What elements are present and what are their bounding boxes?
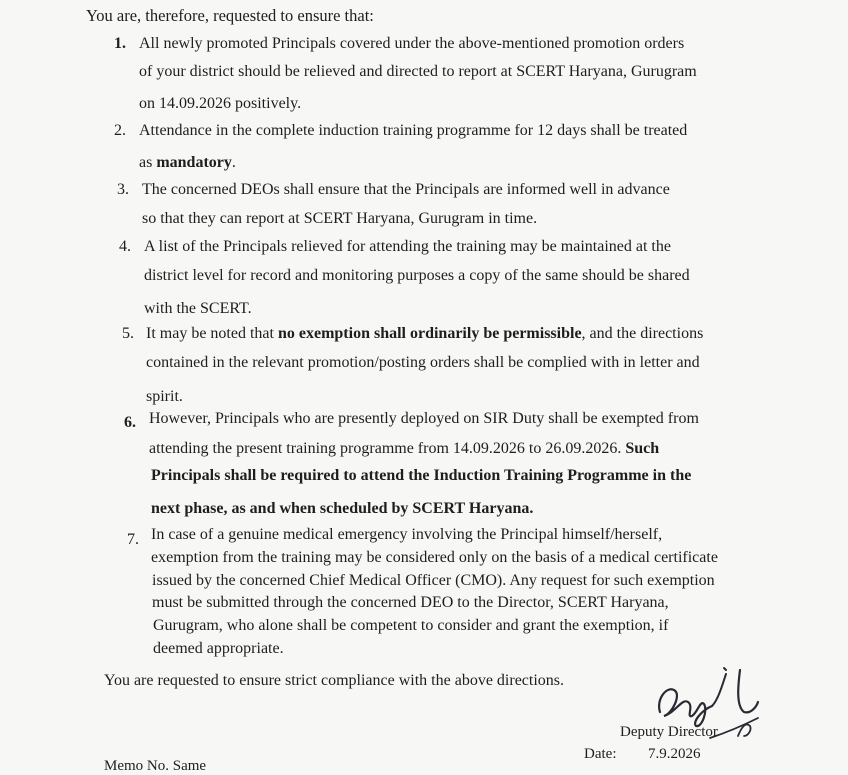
item-7-line-4: must be submitted through the concerned DEO to the Director, SCERT Haryana,	[152, 594, 669, 611]
item-4-line-2: district level for record and monitoring purposes a copy of the same should be shared	[144, 267, 690, 284]
item-number-2: 2.	[114, 122, 126, 139]
item-2-line-2	[139, 154, 236, 172]
item-4-line-3: with the SCERT.	[144, 300, 252, 317]
item-5-tail: , and the directions	[581, 325, 704, 342]
item-2-mandatory: mandatory	[156, 154, 232, 171]
item-6-line-4: next phase, as and when scheduled by SCERT Haryana.	[151, 500, 534, 517]
item-7-line-5: Gurugram, who alone shall be competent to consider and grant the exemption, if	[153, 617, 669, 634]
item-6-such: Such	[625, 440, 660, 457]
item-1-line-2: of your district should be relieved and directed to report at SCERT Haryana, Gurugram	[139, 63, 697, 80]
intro-text: You are, therefore, requested to ensure that:	[86, 6, 374, 25]
item-1-line-1: All newly promoted Principals covered under the above-mentioned promotion orders	[139, 35, 685, 52]
item-number-6: 6.	[124, 414, 136, 431]
item-number-3: 3.	[117, 181, 129, 198]
item-number-4: 4.	[119, 238, 131, 255]
item-number-7: 7.	[127, 531, 139, 548]
item-6-dates: attending the present training programme from 14.09.2026 to 26.09.2026.	[149, 440, 622, 457]
memo-number: Memo No. Same	[104, 758, 207, 774]
item-3-line-1: The concerned DEOs shall ensure that the Principals are informed well in advance	[142, 181, 670, 198]
item-5-line-3: spirit.	[146, 388, 183, 405]
item-5-bold: no exemption shall ordinarily be permissible	[277, 325, 582, 342]
closing-text: You are requested to ensure strict compliance with the above directions.	[104, 672, 565, 689]
item-6-line-1: However, Principals who are presently deployed on SIR Duty shall be exempted from	[149, 410, 699, 427]
item-7-line-1: In case of a genuine medical emergency involving the Principal himself/herself,	[151, 526, 663, 543]
item-5-line-1	[146, 325, 703, 343]
date-label: Date:	[584, 746, 617, 762]
item-7-line-6: deemed appropriate.	[153, 640, 284, 657]
item-7-line-2: exemption from the training may be considered only on the basis of a medical certificate	[151, 549, 718, 566]
item-2-line-1: Attendance in the complete induction training programme for 12 days shall be treated	[139, 122, 688, 139]
item-6-line-3: Principals shall be required to attend the Induction Training Programme in the	[151, 467, 692, 484]
item-number-1: 1.	[114, 35, 126, 52]
item-2-period: .	[231, 154, 236, 171]
item-5-line-2: contained in the relevant promotion/posting orders shall be complied with in letter and	[146, 354, 700, 371]
item-2-as: as	[139, 154, 157, 171]
item-1-line-3: on 14.09.2026 positively.	[139, 95, 302, 112]
item-5-lead: It may be noted that	[146, 325, 278, 342]
item-4-line-1: A list of the Principals relieved for attending the training may be maintained at the	[144, 238, 671, 255]
signatory-designation: Deputy Director	[620, 724, 718, 740]
date-value: 7.9.2026	[648, 746, 701, 762]
item-number-5: 5.	[122, 325, 134, 342]
item-3-line-2: so that they can report at SCERT Haryana, Gurugram in time.	[142, 210, 538, 227]
item-6-line-2	[149, 440, 659, 458]
item-7-line-3: issued by the concerned Chief Medical Officer (CMO). Any request for such exemption	[152, 572, 715, 589]
